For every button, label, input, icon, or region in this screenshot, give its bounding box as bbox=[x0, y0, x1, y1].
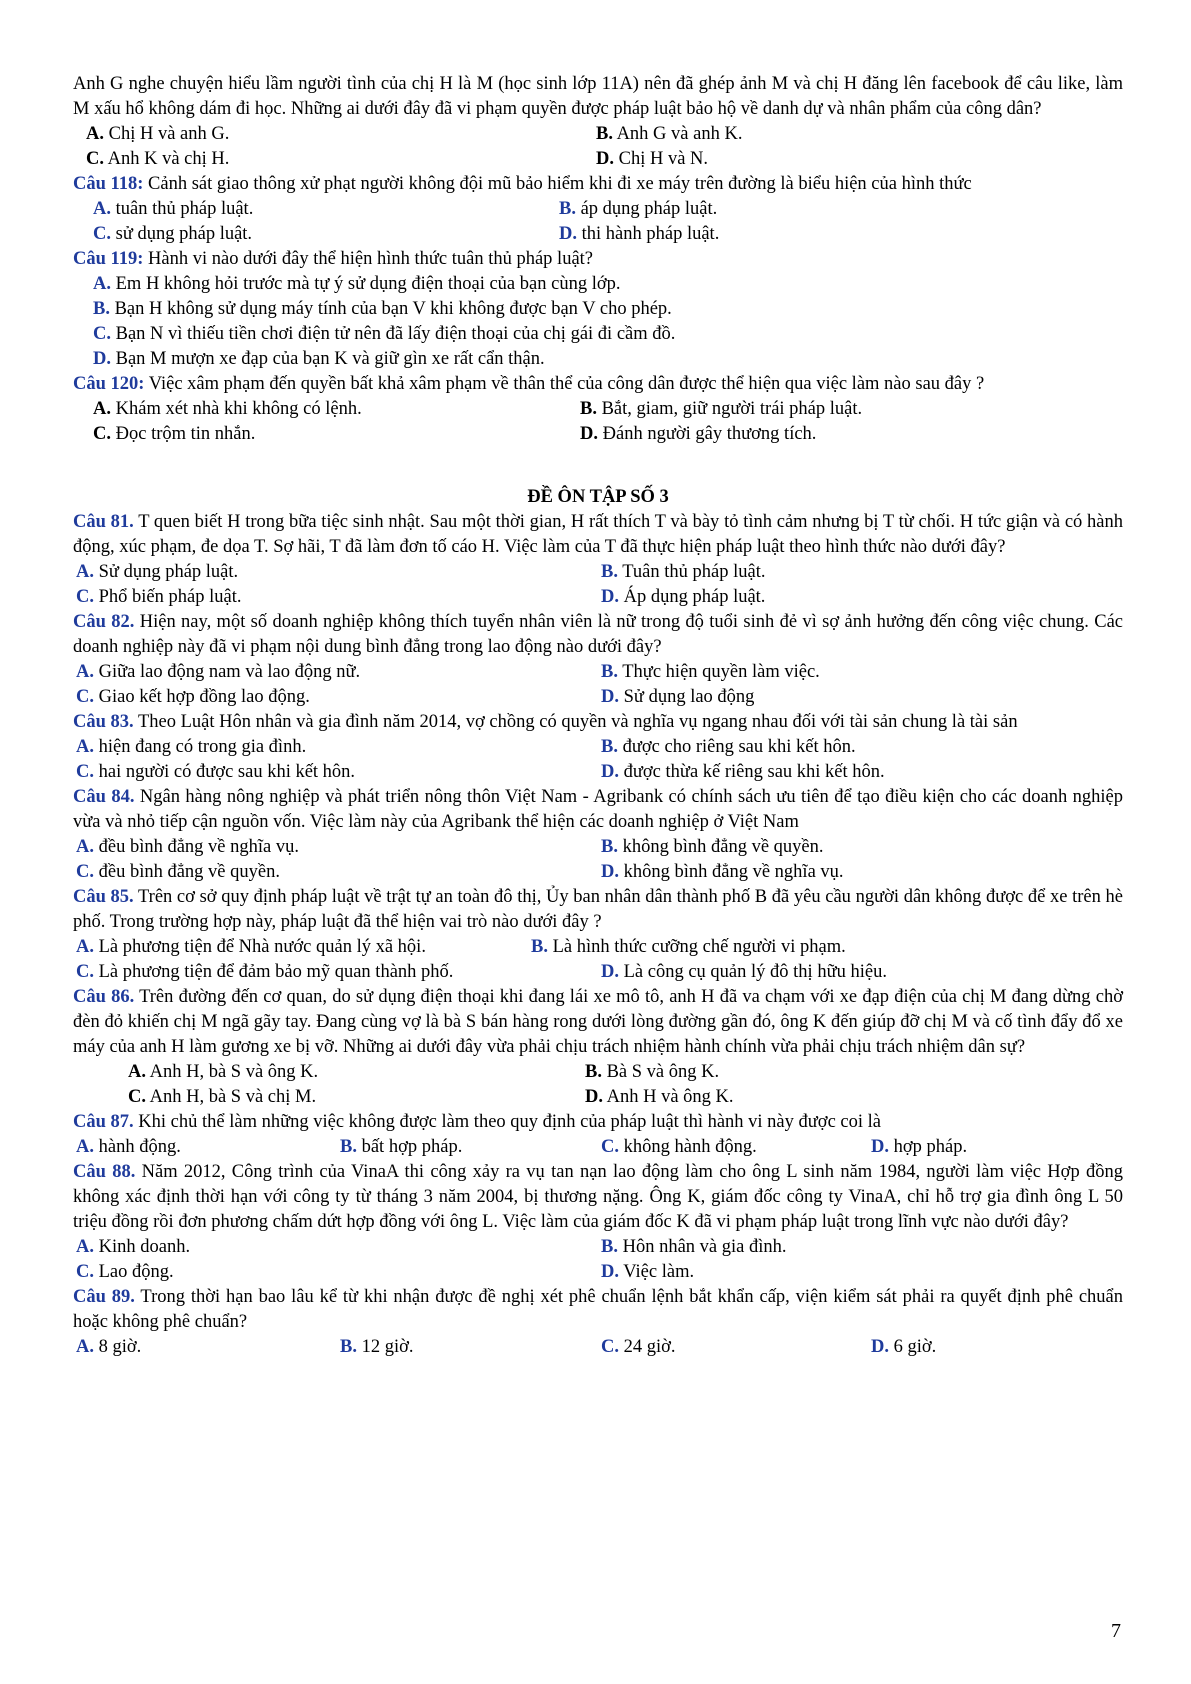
option-c: C. không hành động. bbox=[601, 1137, 757, 1157]
options bbox=[73, 1335, 1123, 1360]
option-b: B. Bạn H không sử dụng máy tính của bạn V khi không được bạn V cho phép. bbox=[93, 299, 672, 319]
option-c: C. 24 giờ. bbox=[601, 1337, 676, 1357]
question-120: Câu 120: Việc xâm phạm đến quyền bất khả xâm phạm về thân thể của công dân được thể hiện qua việc làm nào sau đây ? bbox=[73, 374, 985, 394]
question-81: Câu 81. T quen biết H trong bữa tiệc sinh nhật. Sau một thời gian, H rất thích T và bày tỏ tình cảm nhưng bị T từ chối. H tức giận và có hành động, xúc phạm, đe dọa T. Sợ hãi, T đã làm đơn tố cáo H. Việc làm của T đã thực hiện pháp luật theo hình thức nào dưới đây? bbox=[73, 512, 1123, 557]
option-c: C. Phổ biến pháp luật. bbox=[76, 587, 242, 607]
option-a: A. Là phương tiện để Nhà nước quản lý xã hội. bbox=[76, 937, 426, 957]
options bbox=[73, 272, 1123, 372]
option-a: A. Chị H và anh G. bbox=[86, 124, 230, 144]
options bbox=[73, 1135, 1123, 1160]
option-d: D. Đánh người gây thương tích. bbox=[580, 424, 817, 444]
options bbox=[73, 735, 1123, 785]
page-number: 7 bbox=[1111, 1620, 1121, 1642]
question-82: Câu 82. Hiện nay, một số doanh nghiệp không thích tuyển nhân viên là nữ trong độ tuổi sinh đẻ vì sợ ảnh hưởng đến công việc chung. Các doanh nghiệp này đã vi phạm nội dung bình đẳng trong lao động nào dưới đây? bbox=[73, 612, 1123, 657]
options bbox=[73, 397, 1123, 447]
question-number: Câu 88. bbox=[73, 1162, 136, 1182]
option-b: B. áp dụng pháp luật. bbox=[559, 199, 718, 219]
question-number: Câu 81. bbox=[73, 512, 134, 532]
question-text: Anh G nghe chuyện hiểu lầm người tình của chị H là M (học sinh lớp 11A) nên đã ghép ảnh M và chị H đăng lên facebook để câu like, làm M xấu hổ không dám đi học. Những ai dưới đây đã vi phạm quyền được pháp luật bảo hộ về danh dự và nhân phẩm của công dân? bbox=[73, 74, 1123, 119]
option-d: D. Anh H và ông K. bbox=[585, 1087, 734, 1107]
question-89: Câu 89. Trong thời hạn bao lâu kể từ khi nhận được đề nghị xét phê chuẩn lệnh bắt khẩn cấp, viện kiểm sát phải ra quyết định phê chuẩn hoặc không phê chuẩn? bbox=[73, 1287, 1123, 1332]
question-86: Câu 86. Trên đường đến cơ quan, do sử dụng điện thoại khi đang lái xe mô tô, anh H đã va chạm với xe đạp điện của chị M đang dừng chờ đèn đỏ khiến chị M ngã gãy tay. Đang cùng vợ là bà S bán hàng rong dưới lòng đường gần đó, ông K đến giúp đỡ chị M và cố tình đẩy đổ xe máy của anh H làm gương xe bị vỡ. Những ai dưới đây vừa phải chịu trách nhiệm hành chính vừa phải chịu trách nhiệm dân sự? bbox=[73, 987, 1123, 1057]
question-number: Câu 118: bbox=[73, 174, 144, 194]
question-119: Câu 119: Hành vi nào dưới đây thể hiện hình thức tuân thủ pháp luật? bbox=[73, 249, 594, 269]
option-a: A. Anh H, bà S và ông K. bbox=[128, 1062, 319, 1082]
option-d: D. Là công cụ quản lý đô thị hữu hiệu. bbox=[601, 962, 887, 982]
option-d: D. Sử dụng lao động bbox=[601, 687, 755, 707]
option-c: C. Đọc trộm tin nhắn. bbox=[93, 424, 256, 444]
question-87: Câu 87. Khi chủ thể làm những việc không được làm theo quy định của pháp luật thì hành vi này được coi là bbox=[73, 1112, 881, 1132]
option-d: D. Áp dụng pháp luật. bbox=[601, 587, 766, 607]
option-c: C. Anh K và chị H. bbox=[86, 149, 230, 169]
option-a: A. hành động. bbox=[76, 1137, 181, 1157]
question-83: Câu 83. Theo Luật Hôn nhân và gia đình năm 2014, vợ chồng có quyền và nghĩa vụ ngang nhau đối với tài sản chung là tài sản bbox=[73, 712, 1018, 732]
option-a: A. hiện đang có trong gia đình. bbox=[76, 737, 307, 757]
options bbox=[73, 835, 1123, 885]
option-d: D. hợp pháp. bbox=[871, 1137, 968, 1157]
question-number: Câu 86. bbox=[73, 987, 135, 1007]
option-b: B. không bình đẳng về quyền. bbox=[601, 837, 824, 857]
question-85: Câu 85. Trên cơ sở quy định pháp luật về trật tự an toàn đô thị, Ủy ban nhân dân thành phố B đã yêu cầu người dân không được để xe trên hè phố. Trong trường hợp này, pháp luật đã thể hiện vai trò nào dưới đây ? bbox=[73, 887, 1124, 932]
options bbox=[73, 1060, 1123, 1110]
option-d: D. Chị H và N. bbox=[596, 149, 709, 169]
option-b: B. Bà S và ông K. bbox=[585, 1062, 720, 1082]
options bbox=[73, 935, 1123, 960]
option-c: C. Giao kết hợp đồng lao động. bbox=[76, 687, 310, 707]
option-d: D. 6 giờ. bbox=[871, 1337, 937, 1357]
option-b: B. Thực hiện quyền làm việc. bbox=[601, 662, 820, 682]
option-a: A. Kinh doanh. bbox=[76, 1237, 191, 1257]
option-d: D. được thừa kế riêng sau khi kết hôn. bbox=[601, 762, 885, 782]
option-b: B. Tuân thủ pháp luật. bbox=[601, 562, 766, 582]
option-c: C. sử dụng pháp luật. bbox=[93, 224, 253, 244]
option-a: A. Khám xét nhà khi không có lệnh. bbox=[93, 399, 362, 419]
question-number: Câu 120: bbox=[73, 374, 145, 394]
options bbox=[73, 960, 1123, 985]
option-c: C. Anh H, bà S và chị M. bbox=[128, 1087, 317, 1107]
option-a: A. 8 giờ. bbox=[76, 1337, 142, 1357]
question-84: Câu 84. Ngân hàng nông nghiệp và phát triển nông thôn Việt Nam - Agribank có chính sách ưu tiên để tạo điều kiện cho các doanh nghiệp vừa và nhỏ tiếp cận nguồn vốn. Việc làm này của Agribank thể hiện các doanh nghiệp ở Việt Nam bbox=[73, 787, 1123, 832]
option-a: A. đều bình đẳng về nghĩa vụ. bbox=[76, 837, 299, 857]
option-c: C. Là phương tiện để đảm bảo mỹ quan thành phố. bbox=[76, 962, 454, 982]
options bbox=[73, 560, 1123, 610]
option-b: B. Hôn nhân và gia đình. bbox=[601, 1237, 787, 1257]
option-b: B. Bắt, giam, giữ người trái pháp luật. bbox=[580, 399, 863, 419]
option-c: C. hai người có được sau khi kết hôn. bbox=[76, 762, 356, 782]
question-number: Câu 83. bbox=[73, 712, 134, 732]
options bbox=[73, 197, 1123, 247]
option-b: B. Anh G và anh K. bbox=[596, 124, 743, 144]
question-number: Câu 82. bbox=[73, 612, 135, 632]
question-number: Câu 84. bbox=[73, 787, 135, 807]
option-b: B. 12 giờ. bbox=[340, 1337, 414, 1357]
option-d: D. thi hành pháp luật. bbox=[559, 224, 720, 244]
option-d: D. không bình đẳng về nghĩa vụ. bbox=[601, 862, 844, 882]
options bbox=[73, 1235, 1123, 1285]
question-118: Câu 118: Cảnh sát giao thông xử phạt người không đội mũ bảo hiểm khi đi xe máy trên đường là biểu hiện của hình thức bbox=[73, 174, 972, 194]
option-b: B. Là hình thức cưỡng chế người vi phạm. bbox=[531, 937, 846, 957]
question-number: Câu 119: bbox=[73, 249, 144, 269]
option-c: C. Bạn N vì thiếu tiền chơi điện tử nên đã lấy điện thoại của chị gái đi cầm đồ. bbox=[93, 324, 676, 344]
option-c: C. đều bình đẳng về quyền. bbox=[76, 862, 280, 882]
question-88: Câu 88. Năm 2012, Công trình của VinaA thi công xảy ra vụ tan nạn lao động làm cho ông L sinh năm 1984, người làm việc Hợp đồng không xác định thời hạn với công ty từ tháng 3 năm 2004, bị thương nặng. Ông K, giám đốc công ty VinaA, chỉ hỗ trợ gia đình ông L 50 triệu đồng rồi đơn phương chấm dứt hợp đồng với ông L. Việc làm của giám đốc K đã vi phạm pháp luật trong lĩnh vực nào dưới đây? bbox=[73, 1162, 1123, 1232]
option-a: A. Sử dụng pháp luật. bbox=[76, 562, 239, 582]
option-a: A. Giữa lao động nam và lao động nữ. bbox=[76, 662, 361, 682]
option-c: C. Lao động. bbox=[76, 1262, 174, 1282]
section-title: ĐỀ ÔN TẬP SỐ 3 bbox=[527, 487, 669, 507]
question-number: Câu 89. bbox=[73, 1287, 135, 1307]
options bbox=[73, 122, 1123, 172]
options bbox=[73, 660, 1123, 710]
option-b: B. bất hợp pháp. bbox=[340, 1137, 463, 1157]
question-number: Câu 87. bbox=[73, 1112, 134, 1132]
option-d: D. Bạn M mượn xe đạp của bạn K và giữ gìn xe rất cẩn thận. bbox=[93, 349, 545, 369]
option-a: A. Em H không hỏi trước mà tự ý sử dụng điện thoại của bạn cùng lớp. bbox=[93, 274, 621, 294]
document-page bbox=[73, 72, 1123, 1360]
option-a: A. tuân thủ pháp luật. bbox=[93, 199, 254, 219]
question-number: Câu 85. bbox=[73, 887, 134, 907]
option-d: D. Việc làm. bbox=[601, 1262, 695, 1282]
option-b: B. được cho riêng sau khi kết hôn. bbox=[601, 737, 856, 757]
